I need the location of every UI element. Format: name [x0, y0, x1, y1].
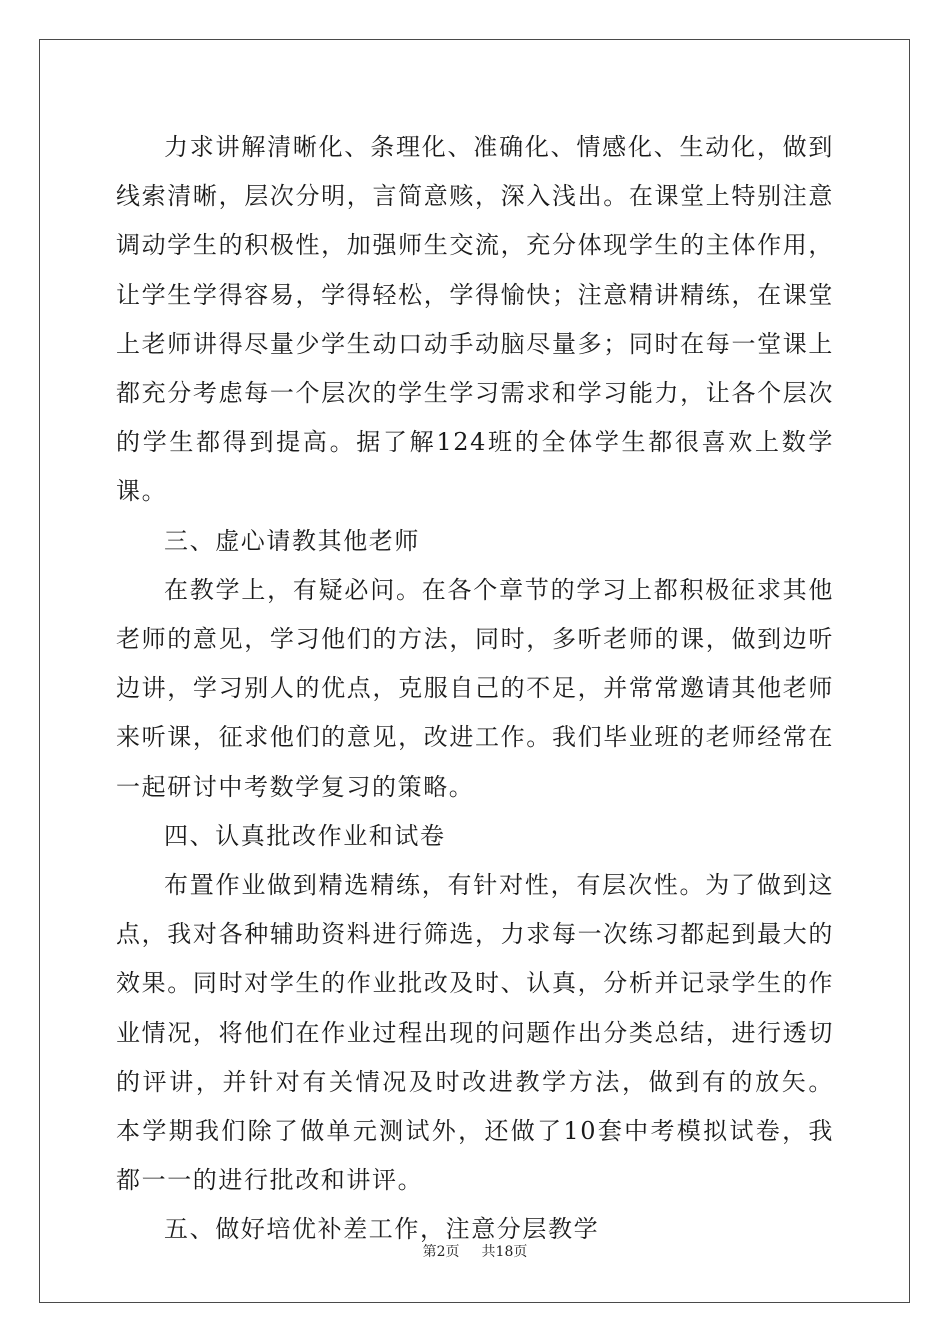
paragraph-homework-grading: 布置作业做到精选精练，有针对性，有层次性。为了做到这点，我对各种辅助资料进行筛选，力求每一次练习都起到最大的效果。同时对学生的作业批改及时、认真，分析并记录学生的作业情况，将他们在作业过程出现的问题作出分类总结，进行透切的评讲，并针对有关情况及时改进教学方法，做到有的放矢。 本学期我们除了做单元测试外，还做了10套中考模拟试卷，我都一一的进行批改和讲评。 — [116, 871, 834, 1195]
section-heading-3: 三、虚心请教其他老师 — [164, 526, 420, 555]
document-body — [116, 123, 834, 1255]
page-footer — [0, 1241, 950, 1261]
page-number: 第2页 — [422, 1244, 460, 1260]
section-heading-5: 五、做好培优补差工作，注意分层教学 — [164, 1215, 600, 1244]
section-heading-4: 四、认真批改作业和试卷 — [164, 821, 446, 850]
paragraph-consult-teachers: 在教学上，有疑必问。在各个章节的学习上都积极征求其他老师的意见，学习他们的方法，同时，多听老师的课，做到边听边讲，学习别人的优点，克服自己的不足，并常常邀请其他老师来听课，征求他们的意见，改进工作。我们毕业班的老师经常在一起研讨中考数学复习的策略。 — [116, 575, 834, 801]
paragraph-teaching-method: 力求讲解清晰化、条理化、准确化、情感化、生动化，做到线索清晰，层次分明，言简意赅，深入浅出。在课堂上特别注意调动学生的积极性，加强师生交流，充分体现学生的主体作用，让学生学得容易，学得轻松，学得愉快；注意精讲精练，在课堂上老师讲得尽量少学生动口动手动脑尽量多；同时在每一堂课上都充分考虑每一个层次的学生学习需求和学习能力，让各个层次的学生都得到提高。据了解124班的全体学生都很喜欢上数学课。 — [116, 133, 834, 506]
page-total: 共18页 — [481, 1244, 528, 1260]
